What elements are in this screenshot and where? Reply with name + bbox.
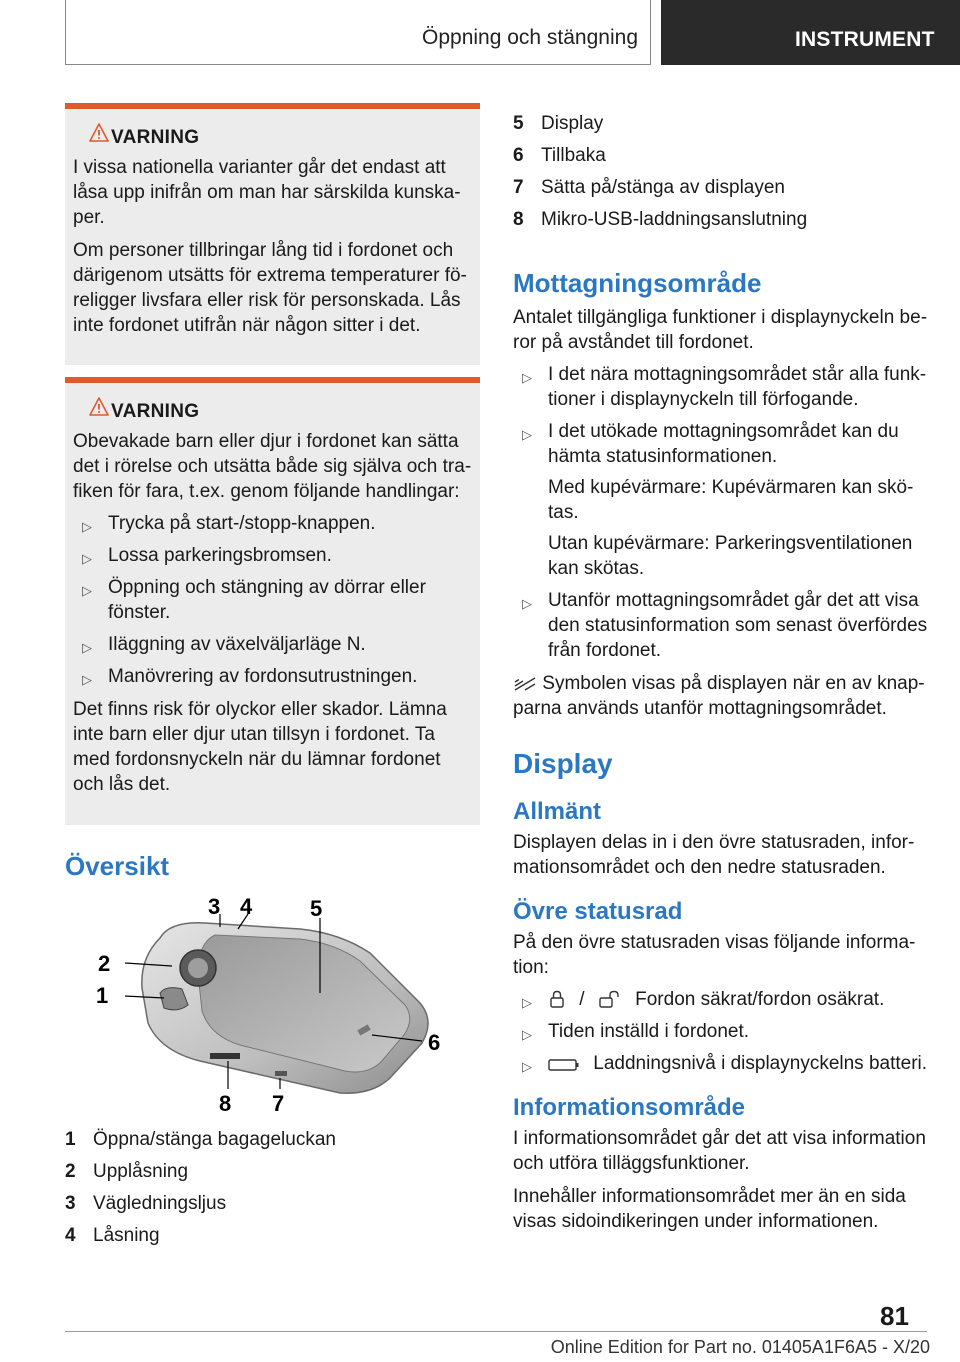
symbol-note: [513, 671, 928, 721]
overview-legend-right: [513, 108, 807, 236]
list-item-text: I det nära mottagningsområdet står alla funk-tioner i displaynyckeln till förfogande.: [548, 364, 927, 410]
footer-edition: Online Edition for Part no. 01405A1F6A5 - X/20: [550, 1337, 930, 1357]
general-heading: Allmänt: [513, 798, 602, 825]
figure-label: 6: [428, 1030, 441, 1055]
figure-label: 5: [310, 896, 323, 921]
warning-header: [73, 109, 472, 149]
list-item: [73, 511, 472, 536]
legend-item: [513, 172, 807, 204]
warning-action-list: [73, 511, 472, 689]
triangle-bullet-icon: ▷: [522, 427, 532, 442]
figure-label: 7: [272, 1091, 285, 1116]
list-item: [513, 987, 928, 1012]
list-item-text: Laddningsnivå i displaynyckelns batteri.: [593, 1053, 928, 1074]
overview-legend-left: [65, 1124, 336, 1252]
display-heading: Display: [513, 748, 613, 779]
legend-label: Öppna/stänga bagageluckan: [93, 1129, 336, 1150]
legend-number: 2: [65, 1161, 76, 1182]
legend-label: Display: [541, 113, 604, 134]
legend-label: Tillbaka: [541, 145, 606, 166]
list-item-subtext: Utan kupévärmare: Parkeringsventilationen kan skötas.: [548, 533, 913, 579]
warning-intro: Obevakade barn eller djur i fordonet kan sätta det i rörelse och utsätta både sig själva och tra-fiken för fara, t.ex. genom följande handlingar:: [73, 431, 472, 502]
list-item-subtext: Med kupévärmare: Kupévärmaren kan skö-tas.: [548, 477, 914, 523]
no-signal-icon: [513, 676, 537, 692]
legend-label: Låsning: [93, 1225, 160, 1246]
figure-label: 3: [208, 894, 221, 919]
footer-divider: [65, 1331, 927, 1332]
legend-label: Vägledningsljus: [93, 1193, 227, 1214]
triangle-bullet-icon: ▷: [82, 583, 92, 598]
legend-item: [513, 140, 807, 172]
symbol-note-text: Symbolen visas på displayen när en av knap-parna används utanför mottagningsområdet.: [513, 673, 925, 719]
legend-item: [65, 1124, 336, 1156]
range-list: [513, 362, 928, 663]
legend-number: 3: [65, 1193, 76, 1214]
battery-icon: [548, 1058, 580, 1072]
legend-number: 7: [513, 177, 524, 198]
lock-closed-icon: [548, 990, 566, 1008]
legend-number: 4: [65, 1225, 76, 1246]
triangle-bullet-icon: ▷: [522, 1027, 532, 1042]
legend-item: [513, 108, 807, 140]
list-item-text: Manövrering av fordonsutrustningen.: [108, 666, 418, 687]
warning-paragraph: Om personer tillbringar lång tid i fordonet och därigenom utsätts för extrema temperaturer fö-religger livsfara eller risk för personskada. Lås inte fordonet utifrån när någon sitter i det.: [73, 240, 467, 336]
warning-box-1: [65, 103, 480, 365]
legend-item: [513, 204, 807, 236]
upper-status-intro: På den övre statusraden visas följande informa-tion:: [513, 932, 916, 978]
general-text: Displayen delas in i den övre statusraden, infor-mationsområdet och den nedre statusraden.: [513, 832, 915, 878]
icon-separator: /: [579, 989, 585, 1010]
warning-outro: Det finns risk för olyckor eller skador. Lämna inte barn eller djur utan tillsyn i fordonet. Ta med fordonsnyckeln när du lämnar fordonet och lås det.: [73, 699, 447, 795]
overview-heading: Översikt: [65, 851, 170, 881]
header-chapter-label: INSTRUMENT: [795, 28, 935, 51]
upper-status-list: [513, 987, 928, 1076]
triangle-bullet-icon: ▷: [82, 640, 92, 655]
triangle-bullet-icon: ▷: [82, 672, 92, 687]
triangle-bullet-icon: ▷: [522, 370, 532, 385]
warning-triangle-icon: [89, 397, 109, 416]
warning-title: VARNING: [111, 127, 200, 148]
header-chapter-tab[interactable]: [661, 0, 960, 65]
legend-number: 8: [513, 209, 524, 230]
figure-label: 4: [240, 894, 253, 919]
display-section: [513, 748, 928, 1234]
legend-label: Sätta på/stänga av displayen: [541, 177, 786, 198]
header-bottom-border: [65, 64, 650, 65]
triangle-bullet-icon: ▷: [522, 995, 532, 1010]
triangle-bullet-icon: ▷: [522, 1059, 532, 1074]
header-separator: [650, 0, 651, 65]
warning-triangle-icon: [89, 123, 109, 142]
header-left-border: [65, 0, 66, 65]
figure-label: 1: [96, 983, 109, 1008]
triangle-bullet-icon: ▷: [82, 551, 92, 566]
figure-label: 8: [219, 1091, 232, 1116]
triangle-bullet-icon: ▷: [82, 519, 92, 534]
list-item: [73, 575, 472, 625]
list-item-text: Iläggning av växelväljarläge N.: [108, 634, 366, 655]
list-item-text: Lossa parkeringsbromsen.: [108, 545, 332, 566]
triangle-bullet-icon: ▷: [522, 596, 532, 611]
list-item: [73, 664, 472, 689]
range-heading: Mottagningsområde: [513, 268, 762, 298]
warning-paragraph: I vissa nationella varianter går det endast att låsa upp inifrån om man har särskilda kunska-per.: [73, 157, 461, 228]
warning-header: [73, 383, 472, 423]
list-item-text: Tiden inställd i fordonet.: [548, 1021, 750, 1042]
list-item-text: Utanför mottagningsområdet går det att visa den statusinformation som senast överfördes från fordonet.: [548, 590, 928, 661]
warning-box-2: [65, 377, 480, 825]
legend-number: 6: [513, 145, 524, 166]
legend-label: Mikro-USB-laddningsanslutning: [541, 209, 808, 230]
info-area-text: I informationsområdet går det att visa information och utföra tilläggsfunktioner.: [513, 1128, 926, 1174]
legend-number: 5: [513, 113, 524, 134]
list-item: [513, 362, 928, 412]
range-section: [513, 268, 928, 721]
info-area-text: Innehåller informationsområdet mer än en sida visas sidoindikeringen under informationen.: [513, 1186, 906, 1232]
page-number: 81: [880, 1301, 909, 1331]
list-item-text: Trycka på start-/stopp-knappen.: [108, 513, 376, 534]
list-item: [513, 588, 928, 663]
list-item-text: I det utökade mottagningsområdet kan du hämta statusinformationen.: [548, 421, 899, 467]
list-item: [73, 632, 472, 657]
list-item-text: Fordon säkrat/fordon osäkrat.: [635, 989, 885, 1010]
header-section-title: Öppning och stängning: [422, 26, 638, 49]
range-intro: Antalet tillgängliga funktioner i displaynyckeln be-ror på avståndet till fordonet.: [513, 307, 928, 353]
warning-title: VARNING: [111, 401, 200, 422]
list-item: [513, 1051, 928, 1076]
legend-item: [65, 1156, 336, 1188]
upper-status-heading: Övre statusrad: [513, 898, 683, 925]
legend-number: 1: [65, 1129, 76, 1150]
legend-item: [65, 1220, 336, 1252]
lock-open-icon: [598, 990, 622, 1008]
list-item: [73, 543, 472, 568]
key-fob-illustration: [90, 893, 460, 1118]
list-item: [513, 419, 928, 581]
info-area-heading: Informationsområde: [513, 1094, 746, 1121]
figure-label: 2: [98, 951, 111, 976]
list-item-text: Öppning och stängning av dörrar eller fönster.: [108, 577, 426, 623]
legend-label: Upplåsning: [93, 1161, 189, 1182]
legend-item: [65, 1188, 336, 1220]
list-item: [513, 1019, 928, 1044]
